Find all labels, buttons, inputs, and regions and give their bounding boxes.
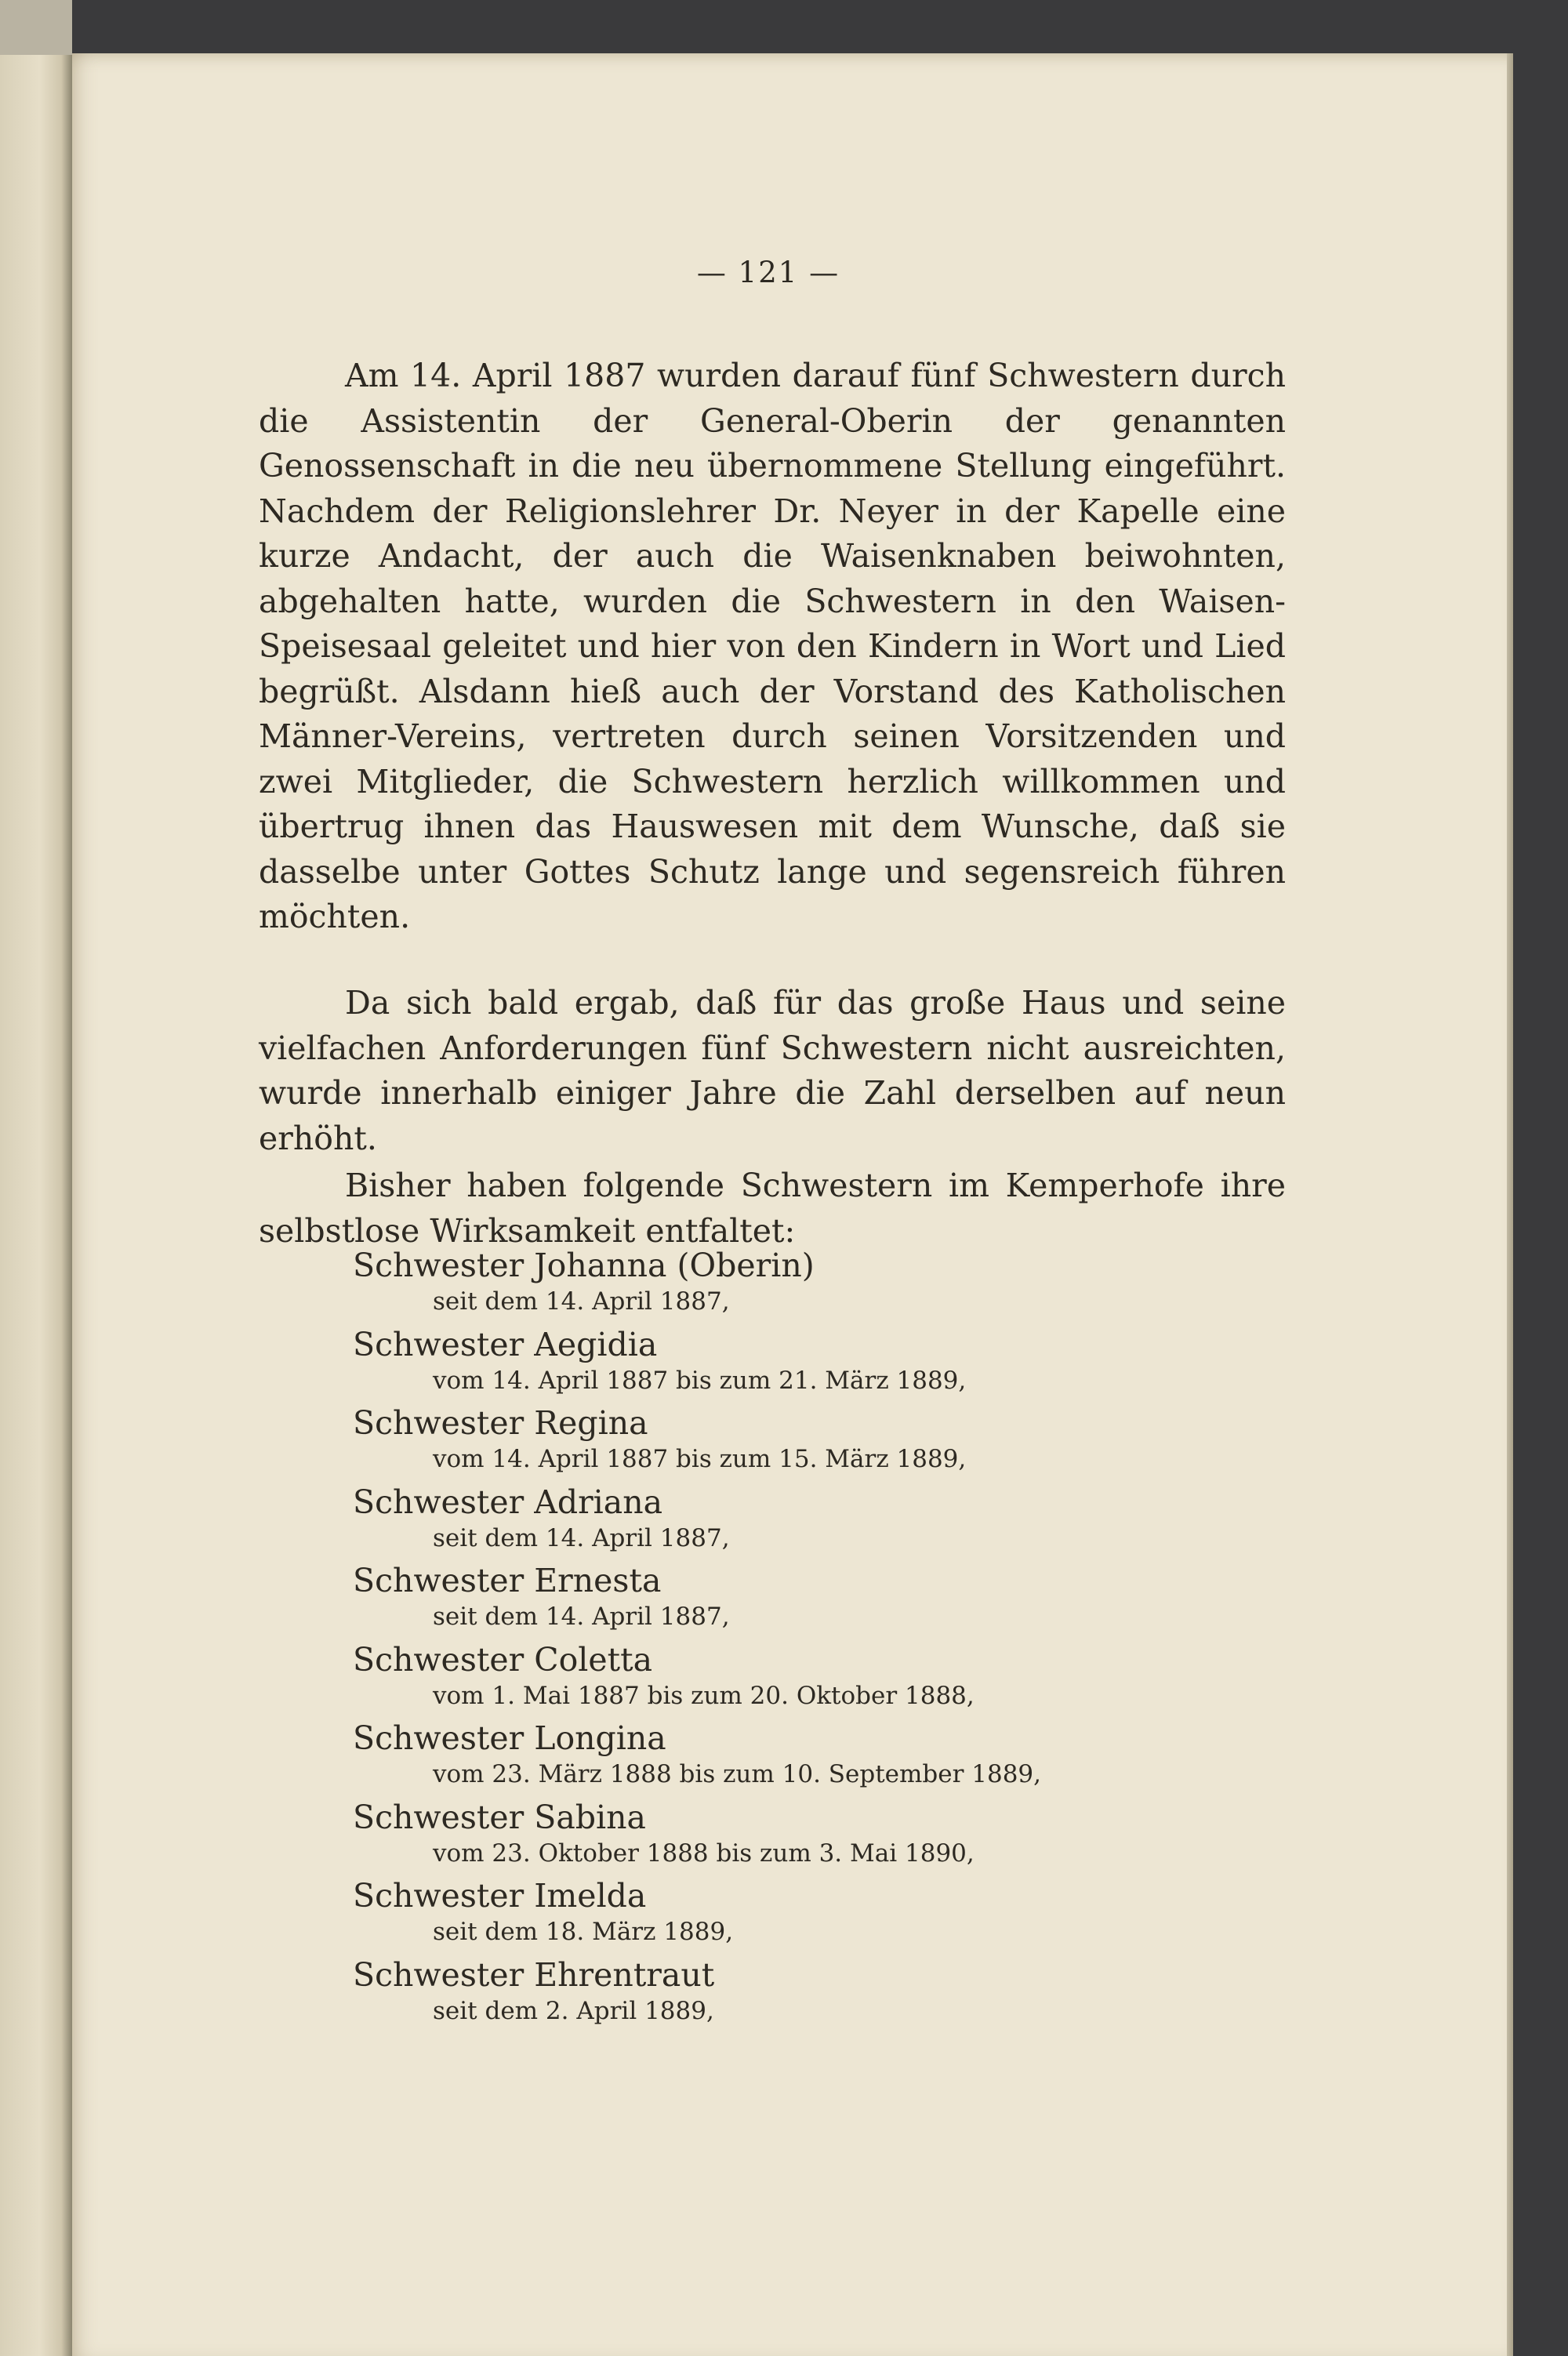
paragraph-list-intro: Bisher haben folgende Schwestern im Kemperhofe ihre selbstlose Wirksamkeit entfaltet: xyxy=(259,1167,1286,1250)
paragraph-installation: Am 14. April 1887 wurden darauf fünf Schwestern durch die Assistentin der General-Oberin der genannten Genossenschaft in die neu übernommene Stellung eingeführt. Nachdem der Religionslehrer Dr. Neyer in der Kapelle eine kurze Andacht, der auch die Waisenknaben beiwohnten, abgehalten hatte, wurden die Schwestern in den Waisen-Speisesaal geleitet und hier von den Kindern in Wort und Lied begrüßt. Alsdann hieß auch der Vorstand des Katholischen Männer-Vereins, vertreten durch seinen Vorsitzenden und zwei Mitglieder, die Schwestern herzlich willkommen und übertrug ihnen das Hauswesen mit dem Wunsche, daß sie dasselbe unter Gottes Schutz lange und segensreich führen möchten. xyxy=(259,357,1286,935)
sister-dates: vom 14. April 1887 bis zum 15. März 1889, xyxy=(433,1445,967,1473)
sister-name: Schwester Ehrentraut xyxy=(353,1955,715,1994)
list-item xyxy=(353,1324,1254,1403)
list-item xyxy=(353,1797,1254,1876)
book-page xyxy=(72,53,1507,2356)
list-item xyxy=(353,1718,1254,1797)
sister-dates: vom 23. März 1888 bis zum 10. September 1889, xyxy=(433,1760,1042,1788)
sister-name: Schwester Sabina xyxy=(353,1798,646,1836)
sister-dates: seit dem 14. April 1887, xyxy=(433,1287,730,1316)
sister-dates: seit dem 14. April 1887, xyxy=(433,1523,730,1552)
sister-name: Schwester Imelda xyxy=(353,1877,647,1915)
list-item xyxy=(353,1875,1254,1955)
sister-dates: vom 14. April 1887 bis zum 21. März 1889, xyxy=(433,1366,967,1395)
list-item xyxy=(353,1245,1254,1324)
sister-name: Schwester Ernesta xyxy=(353,1562,662,1599)
sister-dates: seit dem 2. April 1889, xyxy=(433,1996,714,2025)
book-top-edge xyxy=(0,0,72,55)
facing-page-edge xyxy=(0,0,72,2356)
sister-dates: seit dem 18. März 1889, xyxy=(433,1918,734,1946)
sister-dates: seit dem 14. April 1887, xyxy=(433,1603,730,1631)
sister-dates: vom 23. Oktober 1888 bis zum 3. Mai 1890, xyxy=(433,1839,975,1868)
sister-name: Schwester Johanna (Oberin) xyxy=(353,1247,815,1284)
sisters-list xyxy=(353,1245,1254,2033)
list-item xyxy=(353,1560,1254,1639)
sister-name: Schwester Regina xyxy=(353,1404,648,1442)
sister-name: Schwester Adriana xyxy=(353,1483,663,1521)
page-number: — 121 — xyxy=(696,256,840,289)
sister-name: Schwester Aegidia xyxy=(353,1325,658,1363)
sister-dates: vom 1. Mai 1887 bis zum 20. Oktober 1888, xyxy=(433,1681,975,1710)
list-item xyxy=(353,1639,1254,1719)
list-item xyxy=(353,1403,1254,1482)
sister-name: Schwester Longina xyxy=(353,1719,666,1757)
list-item xyxy=(353,1482,1254,1561)
paragraph-increase: Da sich bald ergab, daß für das große Haus und seine vielfachen Anforderungen fünf Schwestern nicht ausreichten, wurde innerhalb einiger Jahre die Zahl derselben auf neun erhöht. xyxy=(259,984,1286,1157)
sister-name: Schwester Coletta xyxy=(353,1640,653,1679)
list-item xyxy=(353,1955,1254,2034)
